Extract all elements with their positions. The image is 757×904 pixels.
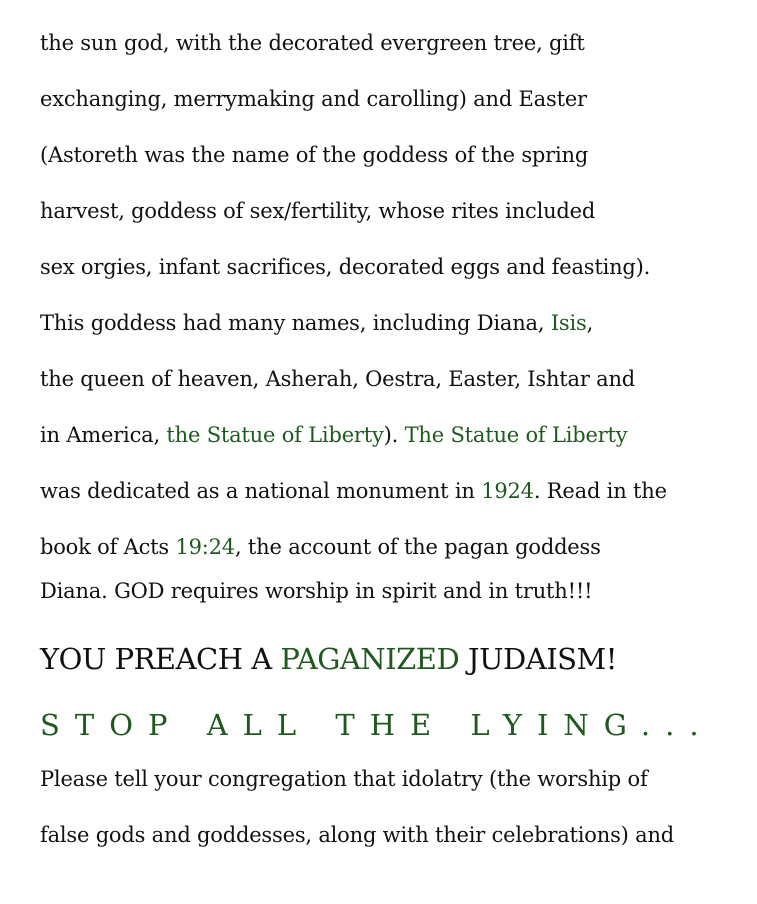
text-line-13 <box>40 822 674 848</box>
text-line-1-content: the sun god, with the decorated evergreen tree, gift <box>40 31 585 55</box>
statue-of-liberty-highlight-1: the Statue of Liberty <box>166 423 384 447</box>
text-line-11-content: Diana. GOD requires worship in spirit and in truth!!! <box>40 579 593 603</box>
text-line-12-content: Please tell your congregation that idolatry (the worship of <box>40 767 648 791</box>
text-line-12 <box>40 766 648 792</box>
text-line-9-start: was dedicated as a national monument in <box>40 479 482 503</box>
text-line-9 <box>40 478 667 504</box>
text-line-6 <box>40 310 593 336</box>
verse-highlight: 19:24 <box>175 535 235 559</box>
text-line-8-mid: ). <box>383 423 405 447</box>
text-line-10-end: , the account of the pagan goddess <box>234 535 601 559</box>
text-line-9-end: . Read in the <box>533 479 667 503</box>
headline-1-end: JUDAISM! <box>459 642 617 676</box>
text-line-13-content: false gods and goddesses, along with their celebrations) and <box>40 823 675 847</box>
headline-stop-lying <box>40 707 714 743</box>
text-line-2-content: exchanging, merrymaking and carolling) and Easter <box>40 87 587 111</box>
headline-2-content: STOP ALL THE LYING... <box>40 708 714 742</box>
text-line-3 <box>40 142 588 168</box>
text-line-11 <box>40 578 592 604</box>
text-line-5-content: sex orgies, infant sacrifices, decorated eggs and feasting). <box>40 255 651 279</box>
text-line-7 <box>40 366 635 392</box>
text-line-1 <box>40 30 585 56</box>
text-line-6-end: , <box>586 311 594 335</box>
text-line-2 <box>40 86 587 112</box>
statue-of-liberty-highlight-2: The Statue of Liberty <box>404 423 628 447</box>
text-line-10-start: book of Acts <box>40 535 176 559</box>
headline-1-start: YOU PREACH A <box>40 642 281 676</box>
year-highlight: 1924 <box>481 479 534 503</box>
text-line-5 <box>40 254 650 280</box>
isis-highlight: Isis <box>550 311 587 335</box>
text-line-4 <box>40 198 595 224</box>
headline-paganized-judaism <box>40 641 617 677</box>
text-line-7-content: the queen of heaven, Asherah, Oestra, Easter, Ishtar and <box>40 367 636 391</box>
text-line-8-start: in America, <box>40 423 167 447</box>
paganized-highlight: PAGANIZED <box>280 642 460 676</box>
text-line-4-content: harvest, goddess of sex/fertility, whose rites included <box>40 199 596 223</box>
text-line-3-content: (Astoreth was the name of the goddess of the spring <box>40 143 589 167</box>
text-line-8 <box>40 422 627 448</box>
text-line-6-start: This goddess had many names, including Diana, <box>40 311 551 335</box>
text-line-10 <box>40 534 601 560</box>
